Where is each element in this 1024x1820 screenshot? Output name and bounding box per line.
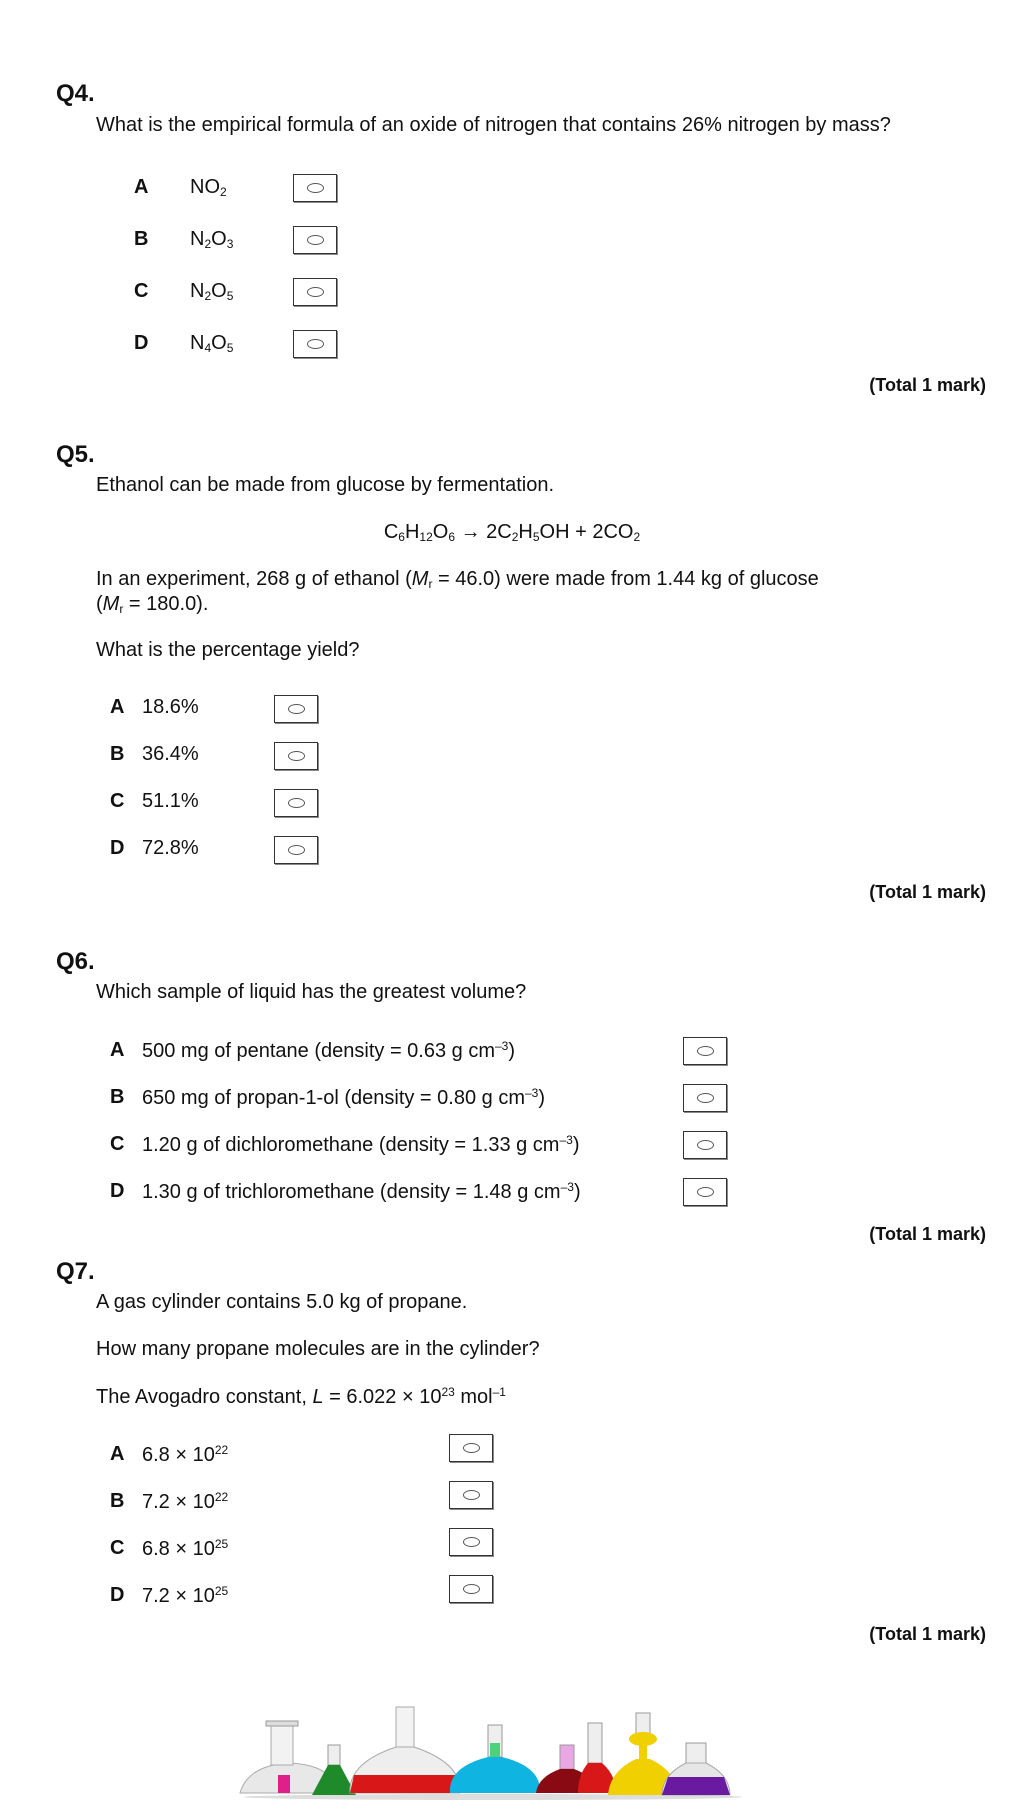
answer-box-q7-d[interactable] [449, 1575, 493, 1603]
option-text: 36.4% [142, 743, 199, 765]
question-stem-q7: How many propane molecules are in the cylinder? [96, 1338, 540, 1360]
answer-box-q6-b[interactable] [683, 1084, 727, 1112]
oval-icon [697, 1093, 714, 1103]
option-text: 1.30 g of trichloromethane (density = 1.48 g $cm^{-3}$) [142, 1180, 581, 1203]
q5-experiment-line2: $(M_r = 180.0)$. [96, 593, 209, 616]
q7-line1: A gas cylinder contains 5.0 kg of propane. [96, 1291, 468, 1313]
oval-icon [463, 1537, 480, 1547]
oval-icon [697, 1046, 714, 1056]
question-stem-q5: What is the percentage yield? [96, 639, 360, 661]
option-text: 18.6% [142, 696, 199, 718]
option-text: 51.1% [142, 790, 199, 812]
option-formula: $NO_2$ [190, 176, 227, 199]
option-letter: A [110, 1039, 125, 1061]
total-mark-q4: (Total 1 mark) [869, 375, 986, 395]
option-letter: A [134, 176, 149, 198]
oval-icon [288, 798, 305, 808]
question-number-q4: Q4. [56, 80, 95, 107]
answer-box-q4-d[interactable] [293, 330, 337, 358]
oval-icon [307, 235, 324, 245]
question-number-q6: Q6. [56, 948, 95, 975]
oval-icon [463, 1490, 480, 1500]
oval-icon [288, 751, 305, 761]
answer-box-q7-a[interactable] [449, 1434, 493, 1462]
answer-box-q4-c[interactable] [293, 278, 337, 306]
oval-icon [463, 1584, 480, 1594]
red-flask-icon [350, 1707, 460, 1793]
option-text: $6.8 \times 10^{22}$ [142, 1443, 229, 1466]
total-mark-q5: (Total 1 mark) [869, 882, 986, 902]
option-letter: D [110, 1584, 125, 1606]
answer-box-q5-b[interactable] [274, 742, 318, 770]
option-formula: $N_2O_3$ [190, 228, 234, 251]
answer-box-q6-a[interactable] [683, 1037, 727, 1065]
cyan-flask-icon [450, 1725, 540, 1793]
oval-icon [697, 1187, 714, 1197]
option-text: $6.8 \times 10^{25}$ [142, 1537, 229, 1560]
option-text: 1.20 g of dichloromethane (density = 1.33 g $cm^{-3}$) [142, 1133, 580, 1156]
option-letter: D [110, 837, 125, 859]
question-stem-q6: Which sample of liquid has the greatest volume? [96, 981, 527, 1003]
total-mark-q7: (Total 1 mark) [869, 1624, 986, 1644]
option-letter: B [110, 743, 125, 765]
q5-experiment-line1: In an experiment, 268 g of ethanol $(M_r = 46.0)$ were made from 1.44 kg of glucose [96, 568, 819, 591]
answer-box-q7-b[interactable] [449, 1481, 493, 1509]
dark-red-flask-icon [536, 1723, 616, 1793]
question-number-q7: Q7. [56, 1258, 95, 1285]
oval-icon [288, 845, 305, 855]
option-formula: $N_2O_5$ [190, 280, 234, 303]
oval-icon [288, 704, 305, 714]
answer-box-q4-b[interactable] [293, 226, 337, 254]
q5-intro: Ethanol can be made from glucose by fermentation. [96, 474, 555, 496]
option-text: $7.2 \times 10^{25}$ [142, 1584, 229, 1607]
answer-box-q4-a[interactable] [293, 174, 337, 202]
total-mark-q6: (Total 1 mark) [869, 1224, 986, 1244]
option-letter: C [110, 1133, 125, 1155]
question-stem-q4: What is the empirical formula of an oxide of nitrogen that contains 26% nitrogen by mass? [96, 114, 891, 136]
lab-glassware-illustration [238, 1705, 748, 1800]
purple-flask-icon [662, 1743, 730, 1795]
oval-icon [697, 1140, 714, 1150]
avogadro-constant: The Avogadro constant, $L = 6.022 \times 10^{23}$ mol$^{-1}$ [96, 1385, 506, 1408]
option-formula: $N_4O_5$ [190, 332, 234, 355]
option-text: $7.2 \times 10^{22}$ [142, 1490, 229, 1513]
option-letter: C [110, 1537, 125, 1559]
option-letter: B [110, 1086, 125, 1108]
answer-box-q5-a[interactable] [274, 695, 318, 723]
option-text: 650 mg of propan-1-ol (density = 0.80 g $cm^{-3}$) [142, 1086, 546, 1109]
option-letter: A [110, 696, 125, 718]
reaction-equation: $C_6H_{12}O_6 \to 2C_2H_5OH + 2CO_2$ [383, 521, 641, 544]
question-number-q5: Q5. [56, 441, 95, 468]
oval-icon [307, 287, 324, 297]
oval-icon [307, 339, 324, 349]
oval-icon [463, 1443, 480, 1453]
answer-box-q7-c[interactable] [449, 1528, 493, 1556]
answer-box-q6-c[interactable] [683, 1131, 727, 1159]
option-letter: D [110, 1180, 125, 1202]
answer-box-q5-c[interactable] [274, 789, 318, 817]
option-text: 500 mg of pentane (density = 0.63 g $cm^{-3}$) [142, 1039, 516, 1062]
option-letter: C [110, 790, 125, 812]
option-letter: D [134, 332, 149, 354]
answer-box-q5-d[interactable] [274, 836, 318, 864]
option-letter: C [134, 280, 149, 302]
option-text: 72.8% [142, 837, 199, 859]
arrow-icon: → [460, 521, 481, 543]
oval-icon [307, 183, 324, 193]
answer-box-q6-d[interactable] [683, 1178, 727, 1206]
option-letter: A [110, 1443, 125, 1465]
option-letter: B [110, 1490, 125, 1512]
option-letter: B [134, 228, 149, 250]
